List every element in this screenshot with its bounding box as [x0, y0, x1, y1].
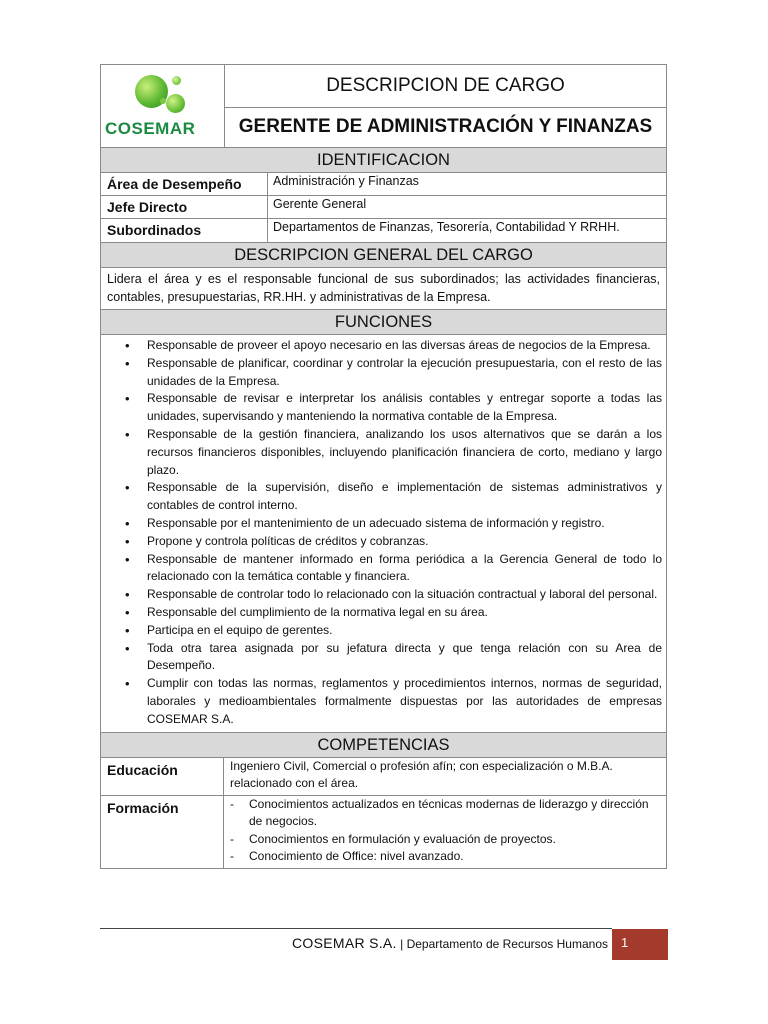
row-label: Área de Desempeño	[101, 173, 268, 195]
dash-marker: -	[230, 796, 234, 811]
header-block	[100, 64, 667, 148]
row-educacion	[101, 758, 666, 795]
section-heading-competencias: COMPETENCIAS	[101, 732, 666, 758]
bullet-icon: •	[125, 515, 130, 531]
list-item	[105, 586, 662, 604]
bullet-icon: •	[125, 355, 130, 371]
bullet-icon: •	[125, 426, 130, 442]
list-item-text: Participa en el equipo de gerentes.	[147, 622, 333, 637]
company-logo	[101, 65, 225, 148]
list-item-text: Responsable de mantener informado en forma periódica a la Gerencia General de todo lo relacionado con la temática contable y financiera.	[147, 551, 662, 584]
list-item-text: Propone y controla políticas de créditos y cobranzas.	[147, 533, 429, 548]
bullet-icon: •	[125, 676, 130, 692]
list-item-text: Conocimientos en formulación y evaluación de proyectos.	[249, 831, 556, 846]
list-item-text: Responsable del cumplimiento de la normativa legal en su área.	[147, 604, 488, 619]
bullet-icon: •	[125, 391, 130, 407]
list-item-text: Responsable de planificar, coordinar y controlar la ejecución presupuestaria, con el resto de las unidades de la Empresa.	[147, 355, 662, 388]
row-value	[224, 796, 666, 868]
logo-circle-medium	[166, 94, 185, 113]
role-title: GERENTE DE ADMINISTRACIÓN Y FINANZAS	[238, 116, 653, 137]
bullet-icon: •	[125, 338, 130, 353]
row-subordinados	[101, 219, 666, 242]
list-item	[105, 551, 662, 587]
bullet-icon: •	[125, 480, 130, 496]
dash-marker: -	[230, 849, 234, 864]
row-value: Ingeniero Civil, Comercial o profesión afín; con especialización o M.B.A. relacionado con el área.	[230, 758, 613, 791]
row-jefe	[101, 196, 666, 219]
list-item	[105, 640, 662, 676]
descripcion-general-text: Lidera el área y es el responsable funcional de sus subordinados; las actividades financieras, contables, presupuestarias, RR.HH. y administrativas de la Empresa.	[107, 272, 660, 304]
list-item-text: Toda otra tarea asignada por su jefatura directa y que tenga relación con su Area de Desempeño.	[147, 640, 662, 673]
bullet-icon: •	[125, 640, 130, 656]
row-label: Jefe Directo	[101, 196, 268, 218]
list-item	[230, 796, 660, 831]
list-item-text: Responsable de la supervisión, diseño e implementación de sistemas administrativos y contables de control interno.	[147, 480, 662, 513]
bullet-icon: •	[125, 622, 130, 638]
bullet-icon: •	[125, 533, 130, 549]
formacion-list	[230, 796, 660, 866]
list-item-text: Responsable de la gestión financiera, analizando los usos alternativos que se darán a los recursos financieros disponibles, incluyendo planificación financiera de corto, mediano y largo plazo.	[147, 426, 662, 477]
footer	[100, 935, 608, 951]
section-heading-funciones: FUNCIONES	[101, 309, 666, 335]
list-item-text: Responsable por el mantenimiento de un adecuado sistema de información y registro.	[147, 515, 605, 530]
row-value: Gerente General	[273, 197, 367, 211]
document-title: DESCRIPCION DE CARGO	[225, 65, 666, 108]
row-area	[101, 173, 666, 196]
list-item	[105, 675, 662, 728]
logo-text: COSEMAR	[105, 119, 196, 138]
list-item-text: Cumplir con todas las normas, reglamentos y procedimientos internos, normas de seguridad, laborales y medioambientales formalmente dispuestas por las autoridades de empresas COSEMAR S.A.	[147, 676, 662, 726]
footer-company: COSEMAR S.A.	[292, 935, 397, 951]
list-item-text: Conocimiento de Office: nivel avanzado.	[249, 849, 464, 864]
list-item	[105, 479, 662, 515]
funciones-list	[101, 335, 666, 732]
row-formacion	[101, 795, 666, 869]
list-item-text: Responsable de revisar e interpretar los análisis contables y entregar soporte a todas las unidades, supervisando y manteniendo la normativa contable de la Empresa.	[147, 391, 662, 424]
section-heading-identificacion: IDENTIFICACION	[101, 147, 666, 173]
row-label: Educación	[101, 758, 224, 795]
dash-marker: -	[230, 831, 234, 846]
logo-circle-small	[172, 76, 181, 85]
row-label: Subordinados	[101, 219, 268, 242]
list-item	[105, 622, 662, 640]
list-item	[105, 355, 662, 391]
list-item	[105, 426, 662, 479]
list-item-text: Responsable de controlar todo lo relacionado con la situación contractual y laboral del personal.	[147, 587, 658, 602]
list-item	[105, 533, 662, 551]
bullet-icon: •	[125, 587, 130, 603]
list-item	[105, 604, 662, 622]
list-item	[105, 337, 662, 355]
list-item	[105, 390, 662, 426]
bullet-icon: •	[125, 604, 130, 620]
list-item	[230, 831, 660, 849]
section-heading-descripcion-general: DESCRIPCION GENERAL DEL CARGO	[101, 242, 666, 268]
bullet-icon: •	[125, 551, 130, 567]
page-number: 1	[612, 929, 668, 960]
row-value: Departamentos de Finanzas, Tesorería, Contabilidad Y RRHH.	[273, 220, 620, 234]
list-item-text: Responsable de proveer el apoyo necesario en las diversas áreas de negocios de la Empresa.	[147, 338, 651, 352]
footer-separator: |	[400, 937, 404, 951]
row-value: Administración y Finanzas	[273, 174, 419, 188]
footer-department: Departamento de Recursos Humanos	[406, 937, 608, 951]
footer-divider	[100, 928, 612, 929]
list-item-text: Conocimientos actualizados en técnicas modernas de liderazgo y dirección de negocios.	[249, 796, 649, 829]
logo-circle-tiny	[160, 98, 166, 104]
job-description-table	[100, 147, 667, 869]
list-item	[105, 515, 662, 533]
list-item	[230, 848, 660, 866]
row-label: Formación	[101, 796, 224, 868]
